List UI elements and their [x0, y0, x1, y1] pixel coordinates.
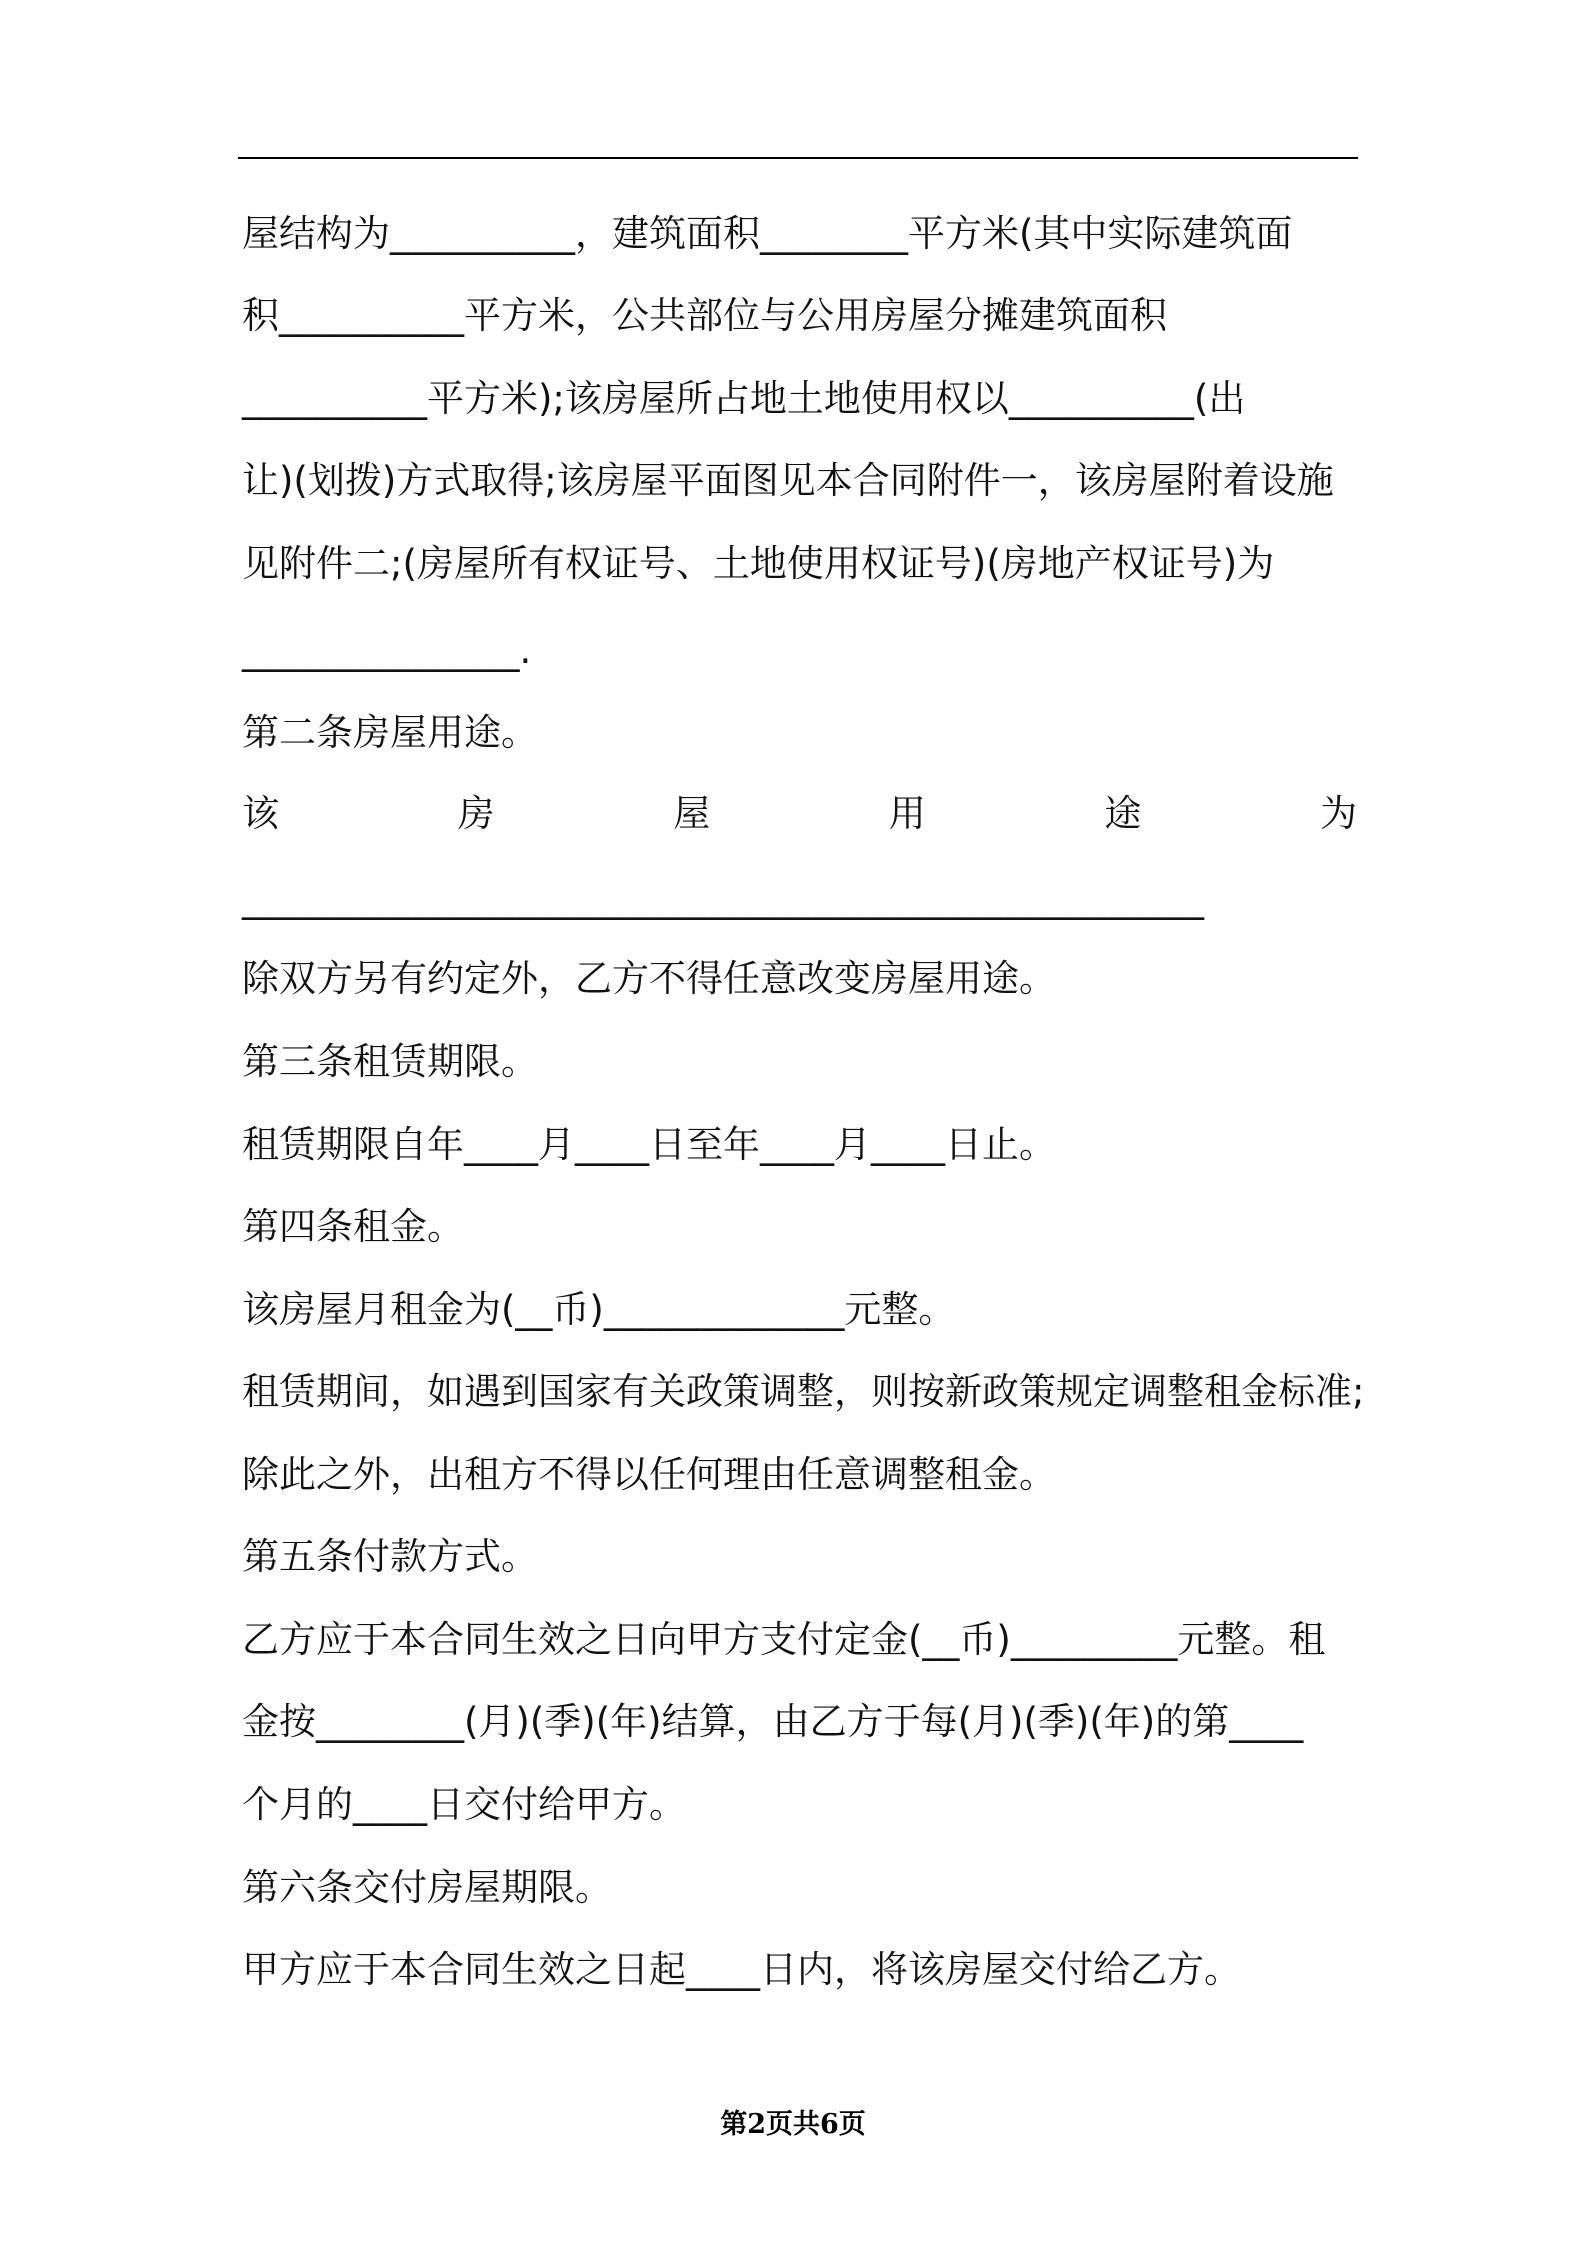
article-5-heading: 第五条付款方式。 [242, 1535, 538, 1578]
text-line-22: 甲方应于本合同生效之日起____日内，将该房屋交付给乙方。 [242, 1948, 1241, 1991]
text-line-14: 该房屋月租金为(__币)_____________元整。 [242, 1288, 956, 1331]
purpose-char: 为 [1319, 792, 1357, 835]
text-line-16: 除此之外，出租方不得以任何理由任意调整租金。 [242, 1453, 1056, 1496]
text-line-20: 个月的____日交付给甲方。 [242, 1783, 686, 1826]
article-2-heading: 第二条房屋用途。 [242, 711, 538, 754]
text-line-5: 见附件二;(房屋所有权证号、土地使用权证号)(房地产权证号)为 [242, 542, 1275, 585]
text-line-19: 金按________(月)(季)(年)结算，由乙方于每(月)(季)(年)的第____ [242, 1700, 1304, 1743]
article-3-heading: 第三条租赁期限。 [242, 1040, 538, 1083]
text-line-10: 除双方另有约定外，乙方不得任意改变房屋用途。 [242, 957, 1056, 1000]
header-rule [238, 157, 1358, 159]
text-line-2: 积__________平方米，公共部位与公用房屋分摊建筑面积 [242, 294, 1167, 337]
text-line-1: 屋结构为__________，建筑面积________平方米(其中实际建筑面 [242, 212, 1293, 255]
text-line-12: 租赁期限自年____月____日至年____月____日止。 [242, 1123, 1056, 1166]
text-line-4: 让)(划拨)方式取得;该房屋平面图见本合同附件一，该房屋附着设施 [242, 459, 1334, 502]
purpose-char: 屋 [673, 792, 711, 835]
purpose-blank-line: ____________________________________________________ [242, 877, 1204, 920]
purpose-char: 用 [888, 792, 926, 835]
page-number: 第2页共6页 [720, 2109, 866, 2140]
purpose-char: 途 [1104, 792, 1142, 835]
purpose-char: 该 [242, 792, 279, 835]
purpose-line [242, 792, 1357, 835]
text-line-15: 租赁期间，如遇到国家有关政策调整，则按新政策规定调整租金标准; [242, 1370, 1365, 1413]
article-6-heading: 第六条交付房屋期限。 [242, 1866, 612, 1909]
article-4-heading: 第四条租金。 [242, 1205, 464, 1248]
text-line-6: _______________. [242, 629, 532, 672]
purpose-char: 房 [457, 792, 495, 835]
text-line-3: __________平方米);该房屋所占地土地使用权以__________(出 [242, 377, 1246, 420]
text-line-18: 乙方应于本合同生效之日向甲方支付定金(__币)_________元整。租 [242, 1618, 1326, 1661]
